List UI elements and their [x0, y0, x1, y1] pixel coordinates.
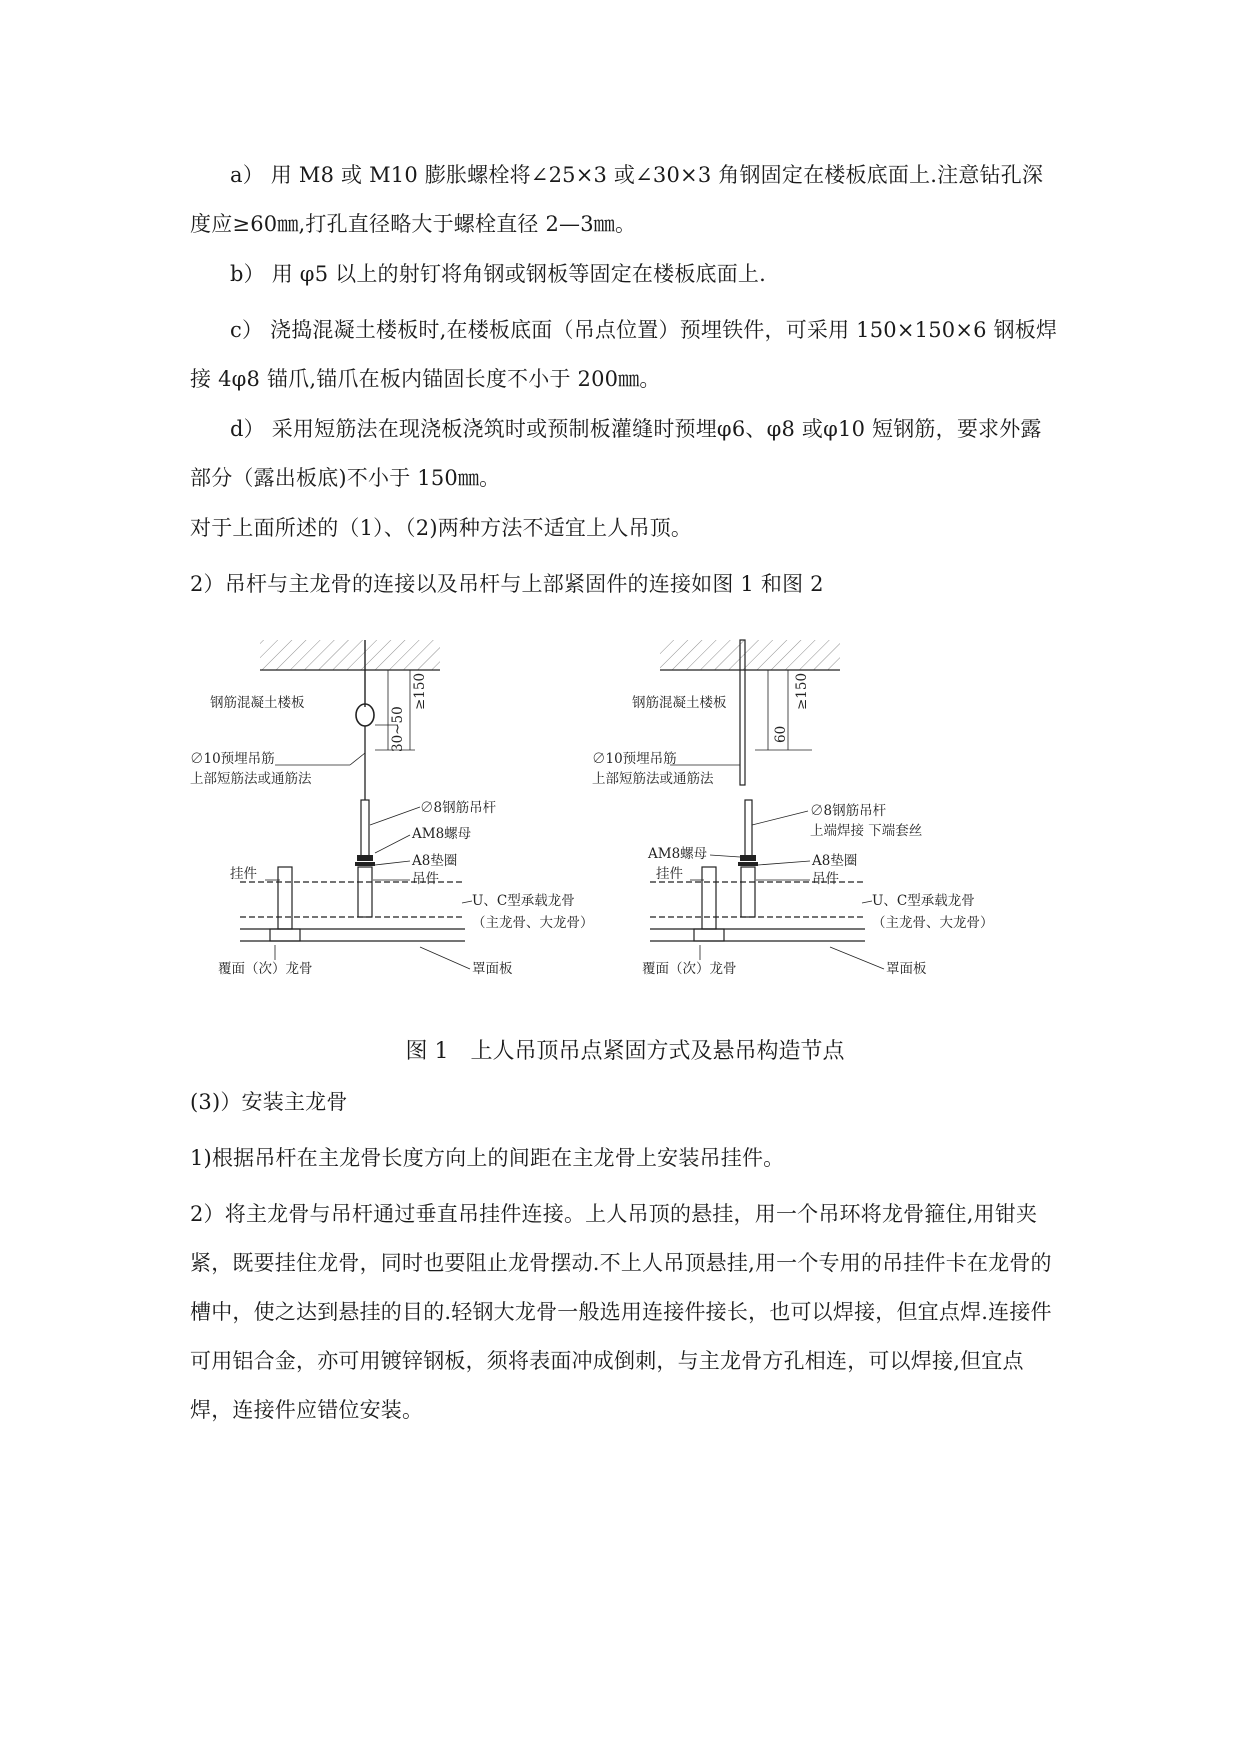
right-label-clip: 挂件: [656, 866, 683, 882]
paragraph-step-2: 2）将主龙骨与吊杆通过垂直吊挂件连接。上人吊顶的悬挂，用一个吊环将龙骨箍住,用钳夹紧，既要挂住龙骨，同时也要阻止龙骨摆动.不上人吊顶悬挂,用一个专用的吊挂件卡在龙骨的槽中，使之达到悬挂的目的.轻钢大龙骨一般选用连接件接长，也可以焊接，但宜点焊.连接件可用铝合金，亦可用镀锌钢板，须将表面冲成倒刺，与主龙骨方孔相连，可以焊接,但宜点焊，连接件应错位安装。: [190, 1202, 1052, 1422]
right-label-rebar1: ∅10预埋吊筋: [592, 751, 677, 767]
right-label-washer: A8垫圈: [812, 853, 858, 869]
left-label-panel: 罩面板: [472, 961, 513, 977]
paragraph-item-2: 2）吊杆与主龙骨的连接以及吊杆与上部紧固件的连接如图 1 和图 2: [190, 572, 824, 596]
left-label-rebar2: 上部短筋法或通筋法: [190, 771, 312, 787]
right-label-slab: 钢筋混凝土楼板: [632, 695, 727, 711]
left-dim-2: ≥150: [412, 672, 428, 710]
right-label-rod1: ∅8钢筋吊杆: [810, 803, 887, 819]
right-rod: [745, 800, 752, 860]
right-label-hanger: 吊件: [812, 871, 839, 887]
right-label-nut: AM8螺母: [648, 846, 708, 862]
right-label-rod2: 上端焊接 下端套丝: [810, 823, 923, 839]
left-label-washer: A8垫圈: [412, 853, 458, 869]
right-label-rebar2: 上部短筋法或通筋法: [592, 771, 714, 787]
left-label-rod: ∅8钢筋吊杆: [420, 800, 497, 816]
left-label-clip: 挂件: [230, 866, 257, 882]
left-rod: [361, 800, 369, 860]
left-detail: [190, 640, 594, 977]
left-clip: [278, 867, 292, 929]
left-hook-loop: [356, 704, 374, 726]
right-label-sub: 覆面（次）龙骨: [642, 961, 737, 977]
right-dim-1: 60: [773, 725, 789, 743]
left-dim-1: 30~50: [390, 706, 406, 752]
section-heading-3: (3)）安装主龙骨: [190, 1090, 348, 1114]
left-slab-hatch: [260, 640, 440, 670]
left-label-sub: 覆面（次）龙骨: [218, 961, 313, 977]
paragraph-c: c） 浇捣混凝土楼板时,在楼板底面（吊点位置）预埋铁件，可采用 150×150×6 钢板焊接 4φ8 锚爪,锚爪在板内锚固长度不小于 200㎜。: [190, 318, 1058, 391]
left-label-hanger: 吊件: [412, 871, 439, 887]
right-label-main1: U、C型承载龙骨: [872, 893, 975, 909]
right-detail: [592, 640, 994, 977]
left-label-nut: AM8螺母: [412, 826, 472, 842]
right-hanger: [741, 867, 755, 917]
left-hanger: [358, 867, 372, 917]
right-slab-hatch: [660, 640, 840, 670]
right-label-panel: 罩面板: [886, 961, 927, 977]
paragraph-note: 对于上面所述的（1）、（2)两种方法不适宜上人吊顶。: [190, 516, 693, 540]
right-dim-2: ≥150: [794, 672, 810, 710]
ceiling-hanger-diagram: [190, 635, 1150, 1005]
left-label-main1: U、C型承载龙骨: [472, 893, 575, 909]
paragraph-step-1: 1)根据吊杆在主龙骨长度方向上的间距在主龙骨上安装吊挂件。: [190, 1146, 785, 1170]
left-label-rebar1: ∅10预埋吊筋: [190, 751, 275, 767]
left-label-slab: 钢筋混凝土楼板: [210, 695, 305, 711]
paragraph-b: b） 用 φ5 以上的射钉将角钢或钢板等固定在楼板底面上.: [230, 262, 767, 286]
paragraph-d: d） 采用短筋法在现浇板浇筑时或预制板灌缝时预埋φ6、φ8 或φ10 短钢筋，要求外露部分（露出板底)不小于 150㎜。: [190, 417, 1042, 490]
right-sub-runner: [694, 929, 724, 941]
figure-1-diagram: [190, 635, 1150, 1005]
paragraph-a: a） 用 M8 或 M10 膨胀螺栓将∠25×3 或∠30×3 角钢固定在楼板底面上.注意钻孔深度应≥60㎜,打孔直径略大于螺栓直径 2—3㎜。: [190, 163, 1044, 236]
figure-caption: 图 1 上人吊顶吊点紧固方式及悬吊构造节点: [405, 1039, 845, 1064]
left-sub-runner: [270, 929, 300, 941]
right-clip: [702, 867, 716, 929]
right-label-main2: （主龙骨、大龙骨）: [872, 915, 994, 931]
left-label-main2: （主龙骨、大龙骨）: [472, 915, 594, 931]
